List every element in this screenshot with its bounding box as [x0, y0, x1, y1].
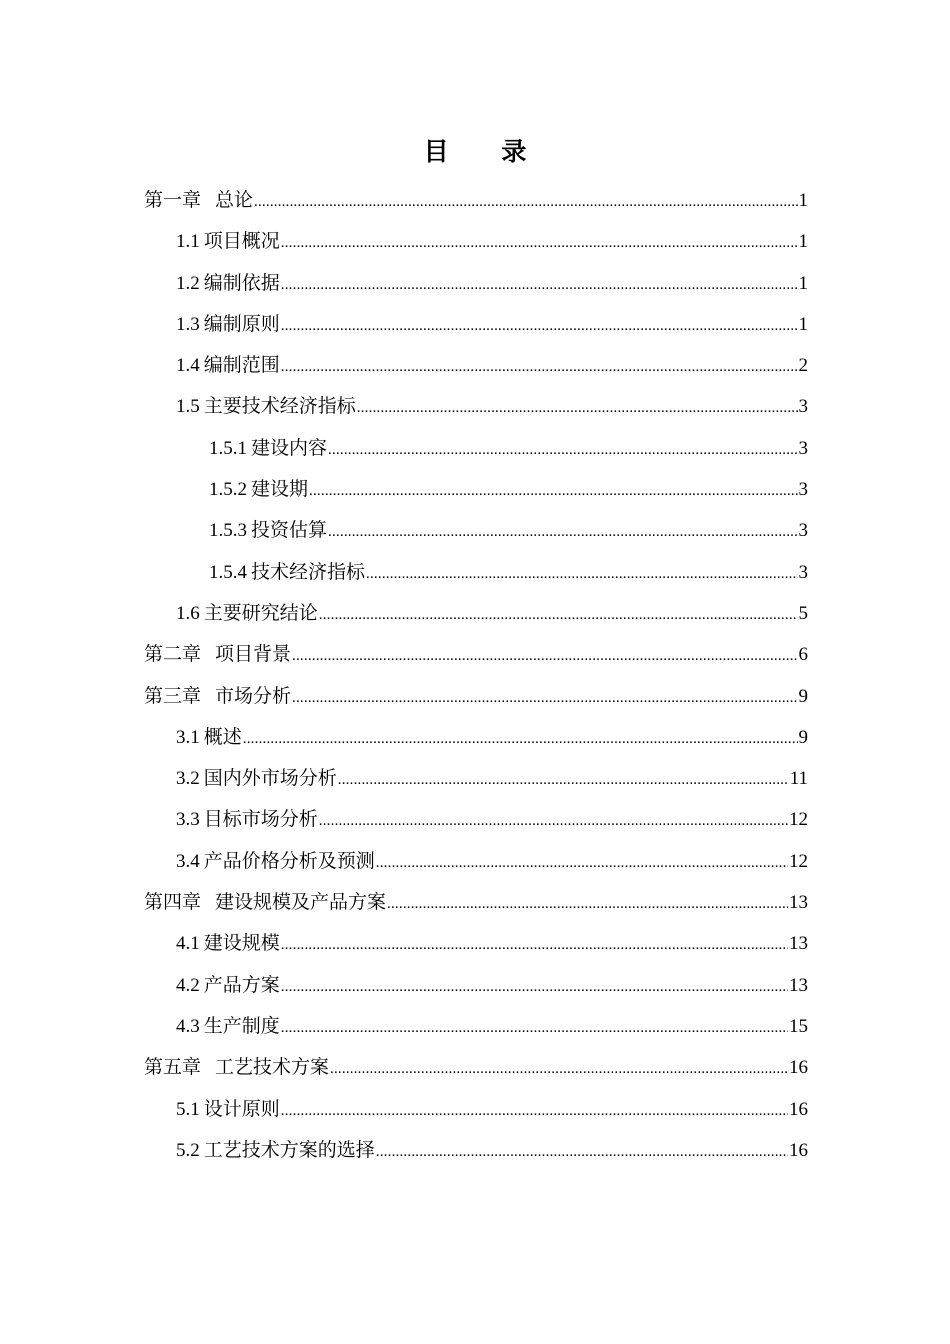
toc-entry-title: 市场分析 [215, 685, 292, 707]
toc-dot-leader [366, 554, 797, 595]
toc-entry-number: 5.1 [176, 1098, 200, 1120]
toc-entry-number: 4.3 [176, 1015, 200, 1037]
toc-entry-page: 16 [789, 1057, 808, 1079]
toc-dot-leader [319, 595, 798, 636]
toc-dot-leader [328, 430, 797, 471]
toc-entry-page: 1 [798, 272, 808, 294]
toc-entry-number: 第四章 [144, 892, 202, 914]
toc-dot-leader [281, 1091, 788, 1132]
toc-entry-number: 第一章 [144, 190, 202, 211]
toc-entry-number: 3.1 [176, 726, 200, 748]
toc-entry-number: 1.5 [176, 396, 200, 418]
toc-entry-number: 1.5.3 [209, 520, 247, 542]
toc-dot-leader [281, 967, 788, 1008]
toc-dot-leader [281, 925, 788, 966]
toc-dot-leader [281, 223, 798, 264]
toc-entry[interactable] [0, 717, 950, 758]
toc-entry-number: 第三章 [144, 685, 202, 707]
toc-entry-page: 3 [798, 437, 808, 459]
toc-entry-title: 产品方案 [203, 974, 280, 996]
toc-entry-title: 工艺技术方案 [215, 1057, 330, 1079]
toc-entry-title: 目标市场分析 [203, 809, 318, 831]
toc-entry-title: 总论 [215, 190, 254, 211]
toc-entry-title: 编制范围 [203, 355, 280, 377]
toc-entry-title: 建设规模及产品方案 [215, 892, 387, 914]
toc-entry[interactable] [0, 634, 950, 675]
toc-entry-title: 生产制度 [203, 1015, 280, 1037]
toc-entry[interactable] [0, 1089, 950, 1130]
toc-entry-number: 3.4 [176, 850, 200, 872]
toc-dot-leader [281, 265, 798, 306]
toc-dot-leader [281, 347, 798, 388]
toc-entry-page: 2 [798, 355, 808, 377]
toc-dot-leader [243, 719, 798, 760]
toc-entry[interactable] [0, 676, 950, 717]
toc-dot-leader [376, 1132, 788, 1173]
toc-entry-number: 第二章 [144, 644, 202, 666]
toc-entry-title: 建设规模 [203, 933, 280, 955]
toc-entry-title: 项目背景 [215, 644, 292, 666]
toc-entry[interactable] [0, 345, 950, 386]
toc-entry-page: 9 [798, 685, 808, 707]
toc-entry-number: 1.5.1 [209, 437, 247, 459]
toc-entry-number: 第五章 [144, 1057, 202, 1079]
toc-entry-number: 4.2 [176, 974, 200, 996]
toc-entry-page: 3 [798, 520, 808, 542]
toc-entry-page: 1 [798, 190, 808, 211]
toc-entry[interactable] [0, 1130, 950, 1171]
toc-entry[interactable] [0, 799, 950, 840]
toc-entry-page: 13 [789, 892, 808, 914]
toc-entry-page: 6 [798, 644, 808, 666]
toc-entry[interactable] [0, 965, 950, 1006]
toc-entry[interactable] [0, 882, 950, 923]
toc-entry[interactable] [0, 304, 950, 345]
toc-entry[interactable] [0, 263, 950, 304]
toc-dot-leader [292, 636, 797, 677]
toc-entry-page: 12 [789, 850, 808, 872]
toc-dot-leader [357, 388, 798, 429]
toc-entry-page: 13 [789, 933, 808, 955]
toc-entry[interactable] [0, 180, 950, 221]
toc-entry-title: 投资估算 [251, 520, 328, 542]
toc-entry-title: 主要研究结论 [203, 602, 318, 624]
toc-entry-page: 9 [798, 726, 808, 748]
toc-entry[interactable] [0, 221, 950, 262]
toc-entry[interactable] [0, 758, 950, 799]
toc-entry-title: 技术经济指标 [251, 561, 366, 583]
toc-entry-number: 3.2 [176, 768, 200, 790]
toc-entry-page: 3 [798, 561, 808, 583]
toc-entry-number: 3.3 [176, 809, 200, 831]
toc-entry-number: 4.1 [176, 933, 200, 955]
toc-entry-page: 3 [798, 396, 808, 418]
toc-entry-title: 设计原则 [203, 1098, 280, 1120]
toc-dot-leader [281, 1008, 788, 1049]
toc-entry-title: 主要技术经济指标 [203, 396, 356, 418]
toc-entry[interactable] [0, 428, 950, 469]
toc-entry-number: 1.5.2 [209, 479, 247, 501]
toc-entry-number: 1.2 [176, 272, 200, 294]
toc-entry[interactable] [0, 1047, 950, 1088]
toc-entry-title: 工艺技术方案的选择 [203, 1139, 375, 1161]
toc-dot-leader [281, 306, 798, 347]
toc-entry-number: 1.1 [176, 231, 200, 253]
toc-entry-page: 1 [798, 313, 808, 335]
toc-title: 目 录 [423, 137, 549, 166]
toc-entry-title: 概述 [203, 726, 242, 748]
toc-entry-title: 产品价格分析及预测 [203, 850, 375, 872]
toc-list [0, 180, 950, 1171]
toc-dot-leader [338, 760, 789, 801]
toc-entry-page: 5 [798, 602, 808, 624]
toc-entry-page: 16 [789, 1098, 808, 1120]
toc-dot-leader [387, 884, 788, 925]
toc-entry-page: 3 [798, 479, 808, 501]
toc-entry-number: 5.2 [176, 1139, 200, 1161]
toc-entry-number: 1.5.4 [209, 561, 247, 583]
toc-entry-page: 11 [789, 768, 808, 790]
toc-dot-leader [292, 678, 797, 719]
toc-entry-title: 国内外市场分析 [203, 768, 337, 790]
toc-dot-leader [254, 182, 797, 223]
toc-entry[interactable] [0, 552, 950, 593]
toc-entry-title: 项目概况 [203, 231, 280, 253]
toc-dot-leader [376, 843, 788, 884]
toc-dot-leader [309, 471, 797, 512]
toc-dot-leader [328, 512, 797, 553]
toc-entry[interactable] [0, 923, 950, 964]
toc-entry-number: 1.4 [176, 355, 200, 377]
toc-entry-title: 编制依据 [203, 272, 280, 294]
toc-entry-page: 13 [789, 974, 808, 996]
toc-entry-page: 15 [789, 1015, 808, 1037]
toc-entry-title: 建设期 [251, 479, 309, 501]
toc-entry-title: 建设内容 [251, 437, 328, 459]
toc-entry[interactable] [0, 386, 950, 427]
toc-entry-number: 1.6 [176, 602, 200, 624]
toc-entry-page: 12 [789, 809, 808, 831]
toc-entry[interactable] [0, 1006, 950, 1047]
toc-entry-page: 1 [798, 231, 808, 253]
toc-entry[interactable] [0, 510, 950, 551]
toc-entry[interactable] [0, 841, 950, 882]
toc-entry-page: 16 [789, 1139, 808, 1161]
toc-entry-number: 1.3 [176, 313, 200, 335]
toc-entry[interactable] [0, 469, 950, 510]
toc-dot-leader [330, 1049, 788, 1090]
toc-entry-title: 编制原则 [203, 313, 280, 335]
toc-entry[interactable] [0, 593, 950, 634]
toc-dot-leader [319, 801, 788, 842]
